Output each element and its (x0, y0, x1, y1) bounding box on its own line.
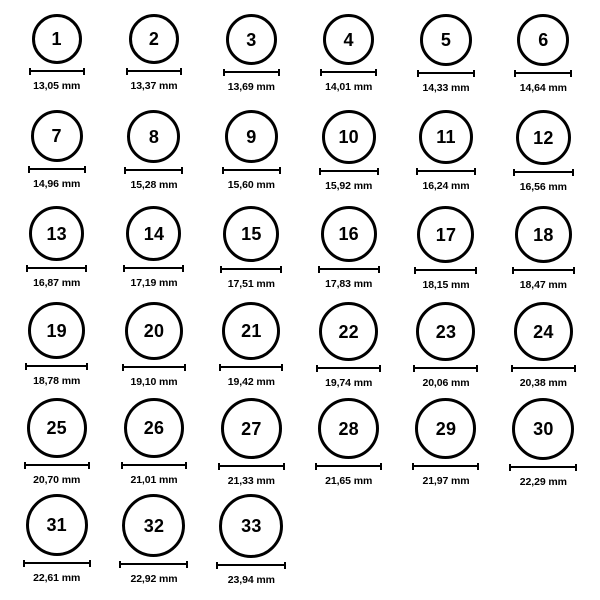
diameter-text: 19,42 mm (227, 376, 275, 388)
ring-size-cell[interactable] (8, 302, 105, 398)
measure-bar-line (222, 167, 281, 174)
measure-bar-line (320, 69, 377, 76)
diameter-text: 23,94 mm (227, 574, 275, 586)
measure-bar-line (122, 364, 186, 371)
ring-size-label: 32 (143, 515, 165, 536)
ring-size-cell[interactable] (300, 110, 397, 206)
ring-size-label: 7 (51, 126, 62, 146)
ring-size-label: 18 (533, 224, 554, 245)
diameter-text: 14,96 mm (33, 178, 81, 190)
ring-size-label: 3 (246, 29, 257, 50)
ring-size-cell[interactable] (105, 110, 202, 206)
diameter-measure-bar (23, 560, 91, 569)
diameter-text: 14,01 mm (325, 81, 373, 93)
ring-size-cell[interactable] (203, 110, 300, 206)
ring-size-cell[interactable] (397, 398, 494, 494)
ring-circle (125, 302, 183, 360)
measure-bar-line (412, 463, 479, 470)
ring-size-label: 25 (46, 418, 67, 438)
measure-bar-line (513, 169, 574, 176)
ring-size-cell[interactable] (105, 14, 202, 110)
measure-bar-line (315, 463, 382, 470)
measure-bar-line (25, 363, 88, 370)
measure-bar-line (24, 462, 90, 469)
ring-size-cell[interactable] (495, 302, 592, 398)
diameter-measure-bar (416, 168, 476, 177)
diameter-measure-bar (511, 365, 576, 374)
measure-bar-line (417, 70, 475, 77)
ring-size-label: 1 (51, 29, 62, 49)
measure-bar-line (26, 265, 87, 272)
ring-size-cell[interactable] (203, 494, 300, 590)
ring-size-label: 5 (440, 30, 452, 50)
diameter-text: 19,10 mm (130, 376, 178, 388)
measure-bar-line (319, 168, 379, 175)
measure-bar-line (23, 560, 91, 567)
diameter-measure-bar (25, 363, 88, 372)
diameter-text: 22,61 mm (33, 572, 81, 584)
ring-size-label: 24 (533, 321, 554, 342)
ring-circle (32, 14, 82, 64)
ring-circle (126, 206, 181, 261)
measure-bar-line (220, 266, 282, 273)
ring-circle (515, 206, 572, 263)
measure-bar-line (218, 463, 285, 470)
measure-bar-line (28, 166, 86, 173)
diameter-text: 22,92 mm (130, 573, 178, 585)
ring-size-grid (8, 14, 592, 590)
ring-size-cell[interactable] (495, 14, 592, 110)
ring-size-label: 22 (338, 321, 359, 342)
ring-size-cell[interactable] (397, 14, 494, 110)
ring-circle (222, 302, 280, 360)
diameter-text: 22,29 mm (519, 476, 567, 488)
diameter-measure-bar (223, 69, 280, 78)
ring-size-label: 10 (338, 127, 359, 147)
ring-size-label: 12 (533, 127, 554, 148)
diameter-measure-bar (123, 265, 184, 274)
ring-size-label: 20 (143, 321, 165, 341)
ring-size-cell[interactable] (8, 14, 105, 110)
ring-circle (122, 494, 185, 557)
ring-circle (415, 398, 476, 459)
ring-circle (29, 206, 84, 261)
ring-circle (322, 110, 376, 164)
diameter-text: 18,15 mm (422, 279, 470, 291)
measure-bar-line (123, 265, 184, 272)
ring-circle (26, 494, 88, 556)
ring-size-cell[interactable] (397, 302, 494, 398)
diameter-measure-bar (318, 266, 380, 275)
diameter-text: 15,92 mm (325, 180, 373, 192)
diameter-text: 19,74 mm (325, 377, 373, 389)
ring-size-label: 27 (241, 418, 262, 439)
diameter-measure-bar (119, 561, 188, 570)
ring-size-cell[interactable] (300, 206, 397, 302)
diameter-text: 14,64 mm (519, 82, 567, 94)
diameter-text: 14,33 mm (422, 82, 470, 94)
ring-size-cell[interactable] (495, 206, 592, 302)
ring-circle (419, 110, 473, 164)
diameter-measure-bar (514, 70, 572, 79)
diameter-text: 17,83 mm (325, 278, 373, 290)
ring-size-cell[interactable] (495, 398, 592, 494)
ring-size-label: 31 (46, 515, 67, 535)
ring-size-label: 21 (241, 321, 262, 341)
ring-circle (318, 398, 379, 459)
diameter-measure-bar (509, 464, 577, 473)
ring-size-cell[interactable] (300, 398, 397, 494)
diameter-measure-bar (26, 265, 87, 274)
ring-size-cell[interactable] (105, 494, 202, 590)
measure-bar-line (119, 561, 188, 568)
ring-size-label: 30 (533, 419, 554, 439)
diameter-measure-bar (222, 167, 281, 176)
ring-size-cell[interactable] (105, 398, 202, 494)
measure-bar-line (29, 68, 85, 75)
diameter-measure-bar (121, 462, 187, 471)
ring-size-label: 13 (46, 223, 67, 244)
ring-circle (226, 14, 277, 65)
ring-size-cell[interactable] (397, 110, 494, 206)
diameter-text: 21,01 mm (130, 474, 178, 486)
measure-bar-line (124, 167, 183, 174)
diameter-measure-bar (315, 463, 382, 472)
diameter-measure-bar (218, 463, 285, 472)
diameter-measure-bar (219, 364, 283, 373)
ring-size-cell[interactable] (495, 110, 592, 206)
ring-size-label: 4 (343, 29, 354, 50)
ring-size-label: 26 (143, 418, 165, 438)
diameter-measure-bar (417, 70, 475, 79)
diameter-text: 21,97 mm (422, 475, 470, 487)
diameter-text: 17,19 mm (130, 277, 178, 289)
diameter-measure-bar (414, 267, 477, 276)
diameter-measure-bar (319, 168, 379, 177)
measure-bar-line (416, 168, 476, 175)
measure-bar-line (413, 365, 478, 372)
diameter-measure-bar (413, 365, 478, 374)
diameter-text: 18,47 mm (519, 279, 567, 291)
diameter-measure-bar (124, 167, 183, 176)
ring-size-label: 9 (246, 126, 257, 147)
diameter-text: 13,69 mm (227, 81, 275, 93)
diameter-text: 20,70 mm (33, 474, 81, 486)
ring-size-cell[interactable] (105, 302, 202, 398)
ring-size-label: 17 (435, 224, 457, 245)
ring-size-cell[interactable] (105, 206, 202, 302)
ring-size-cell[interactable] (203, 398, 300, 494)
diameter-text: 16,87 mm (33, 277, 81, 289)
ring-size-label: 33 (241, 516, 262, 536)
ring-circle (416, 302, 475, 361)
diameter-measure-bar (320, 69, 377, 78)
diameter-text: 15,28 mm (130, 179, 178, 191)
ring-size-cell[interactable] (300, 302, 397, 398)
diameter-measure-bar (126, 68, 182, 77)
diameter-measure-bar (220, 266, 282, 275)
diameter-text: 16,24 mm (422, 180, 470, 192)
ring-size-label: 2 (148, 29, 160, 49)
diameter-measure-bar (216, 562, 286, 571)
ring-size-label: 11 (436, 127, 456, 147)
diameter-text: 13,05 mm (33, 80, 81, 92)
ring-circle (127, 110, 180, 163)
ring-circle (512, 398, 574, 460)
ring-circle (517, 14, 569, 66)
ring-circle (323, 14, 374, 65)
diameter-text: 20,38 mm (519, 377, 567, 389)
diameter-measure-bar (122, 364, 186, 373)
ring-circle (321, 206, 377, 262)
ring-circle (27, 398, 87, 458)
diameter-text: 13,37 mm (130, 80, 178, 92)
measure-bar-line (509, 464, 577, 471)
ring-size-cell[interactable] (8, 494, 105, 590)
diameter-text: 21,33 mm (227, 475, 275, 487)
ring-size-label: 23 (435, 321, 457, 342)
ring-circle (225, 110, 278, 163)
ring-circle (129, 14, 179, 64)
diameter-text: 16,56 mm (519, 181, 567, 193)
ring-size-cell[interactable] (203, 302, 300, 398)
ring-circle (417, 206, 474, 263)
diameter-measure-bar (512, 267, 575, 276)
diameter-measure-bar (513, 169, 574, 178)
ring-circle (223, 206, 279, 262)
measure-bar-line (126, 68, 182, 75)
diameter-measure-bar (316, 365, 381, 374)
measure-bar-line (219, 364, 283, 371)
ring-size-cell[interactable] (203, 14, 300, 110)
diameter-text: 18,78 mm (33, 375, 81, 387)
measure-bar-line (216, 562, 286, 569)
ring-circle (28, 302, 85, 359)
ring-size-cell[interactable] (300, 14, 397, 110)
diameter-text: 20,06 mm (422, 377, 470, 389)
ring-size-label: 29 (435, 418, 457, 439)
ring-size-label: 14 (143, 223, 165, 244)
measure-bar-line (514, 70, 572, 77)
ring-size-label: 19 (46, 320, 67, 341)
diameter-text: 21,65 mm (325, 475, 373, 487)
ring-size-cell[interactable] (8, 398, 105, 494)
ring-size-cell[interactable] (8, 206, 105, 302)
measure-bar-line (318, 266, 380, 273)
diameter-measure-bar (24, 462, 90, 471)
ring-size-label: 6 (538, 30, 549, 50)
diameter-measure-bar (29, 68, 85, 77)
diameter-measure-bar (412, 463, 479, 472)
ring-circle (219, 494, 283, 558)
ring-circle (221, 398, 282, 459)
ring-circle (124, 398, 184, 458)
ring-circle (516, 110, 571, 165)
ring-size-label: 16 (338, 224, 359, 244)
ring-circle (514, 302, 573, 361)
ring-size-cell[interactable] (8, 110, 105, 206)
diameter-text: 17,51 mm (227, 278, 275, 290)
measure-bar-line (512, 267, 575, 274)
measure-bar-line (414, 267, 477, 274)
ring-size-cell[interactable] (397, 206, 494, 302)
ring-circle (31, 110, 83, 162)
diameter-text: 15,60 mm (227, 179, 275, 191)
ring-size-label: 15 (241, 224, 262, 244)
ring-size-cell[interactable] (203, 206, 300, 302)
ring-size-label: 8 (148, 126, 160, 147)
measure-bar-line (316, 365, 381, 372)
ring-circle (420, 14, 472, 66)
measure-bar-line (121, 462, 187, 469)
diameter-measure-bar (28, 166, 86, 175)
ring-circle (319, 302, 378, 361)
measure-bar-line (511, 365, 576, 372)
ring-size-label: 28 (338, 418, 359, 439)
measure-bar-line (223, 69, 280, 76)
